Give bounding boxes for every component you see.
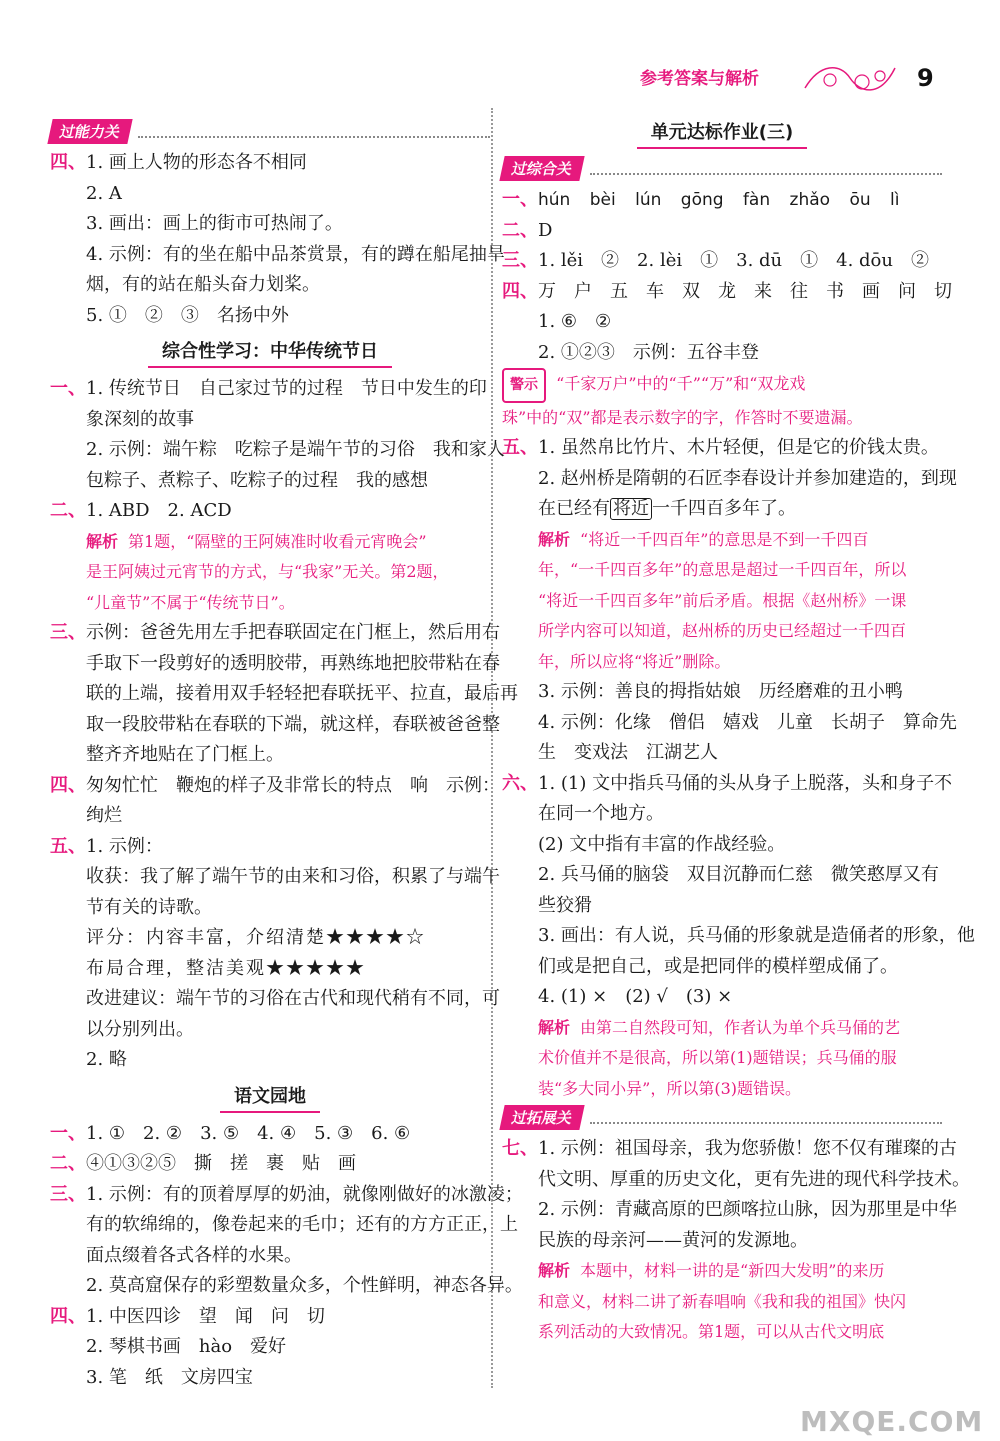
answer-line: 3. 画出：有人说，兵马俑的形象就是造俑者的形象，他 [538,925,975,946]
answer-line: 1. 中医四诊 望 闻 问 切 [86,1305,325,1327]
answer-line: 改进建议：端午节的习俗在古代和现代稍有不同，可 [86,988,500,1009]
section-tag-row [502,155,942,181]
answer-line: 2. ①②③ 示例：五谷丰登 [538,341,759,363]
item-number: 三、 [502,250,538,271]
answer-line: 1. 示例： [86,835,163,857]
warning-line: 警示 “千家万户”中的“千”“万”和“双龙戏 [502,368,942,403]
answer-line: 面点缀着各式各样的水果。 [86,1244,302,1266]
answer-line: 5. ① ② ③ 名扬中外 [86,304,289,326]
answer-line: 四、1. 画上人物的形态各不相同 [50,152,307,173]
answer-line: 些狡猾 [538,894,592,916]
analysis-line: 年，“一千四百多年”的意思是超过一千四百年，所以 [538,560,907,579]
answer-line: 包粽子、煮粽子、吃粽子的过程 我的感想 [86,469,428,491]
answer-line: 代文明、厚重的历史文化，更有先进的现代科学技术。 [538,1168,970,1190]
item-number: 三、 [50,1183,86,1205]
section-title: 语文园地 [50,1082,490,1113]
answer-line: 以分别列出。 [86,1018,194,1040]
answer-line: 2. 琴棋书画 hào 爱好 [86,1336,287,1357]
item-number: 一、 [50,378,86,399]
answer-line: 1. 示例：祖国母亲，我为您骄傲！您不仅有璀璨的古 [538,1138,957,1159]
analysis-line: 装“多大同小异”，所以第(3)题错误。 [538,1078,802,1098]
analysis-line: 和意义，材料二讲了新春唱响《我和我的祖国》快闪 [538,1291,907,1311]
item-number: 五、 [50,835,86,857]
item-number: 七、 [502,1138,538,1159]
answer-line: 们或是把自己，或是把同伴的模样塑成俑了。 [538,955,898,977]
section-tag-row [502,1104,942,1130]
section-tag: 过综合关 [499,156,584,181]
answer-line: 4. 示例：有的坐在船中品茶赏景，有的蹲在船尾抽旱 [86,243,505,265]
answer-line: 1. ABD 2. ACD [86,500,232,521]
answer-line: 象深刻的故事 [86,408,194,430]
item-number: 六、 [502,772,538,794]
analysis-line: 术价值并不是很高，所以第(1)题错误；兵马俑的服 [538,1048,897,1067]
watermark: MXQE.COM [800,1405,984,1438]
answer-line: 4. (1) × (2) √ (3) × [538,986,733,1007]
answer-line: 绚烂 [86,805,122,826]
answer-line: ④①③②⑤ 撕 搓 裹 贴 画 [86,1153,356,1174]
item-number: 二、 [50,1153,86,1174]
section-tag: 过拓展关 [499,1105,584,1130]
answer-line: 2. 赵州桥是隋朝的石匠李春设计并参加建造的，到现 [538,467,957,489]
circled-word: 将近 [610,498,652,520]
answer-line: 联的上端，接着用双手轻轻把春联抚平、拉直，最后再 [86,683,518,704]
answer-line: 3. 笔 纸 文房四宝 [86,1366,253,1388]
item-number: 四、 [502,280,538,302]
item-number: 一、 [502,189,538,210]
page-number: 9 [917,64,934,92]
answer-line: 1. ① 2. ② 3. ⑤ 4. ④ 5. ③ 6. ⑥ [86,1122,411,1144]
answer-line: 3. 画出：画上的街市可热闹了。 [86,213,343,234]
item-number: 四、 [50,1305,86,1327]
answer-line: 1. 传统节日 自己家过节的过程 节日中发生的印 [86,378,487,399]
answer-line: 4. 示例：化缘 僧侣 嬉戏 儿童 长胡子 算命先 [538,711,957,733]
analysis-line: 系列活动的大致情况。第1题，可以从古代文明底 [538,1322,885,1341]
answer-line: 2. 示例：青藏高原的巴颜喀拉山脉，因为那里是中华 [538,1199,957,1220]
answer-line: 1. ⑥ ② [538,311,612,332]
analysis-line: 解析 “将近一千四百年”的意思是不到一千四百 [538,529,869,549]
left-column [50,118,523,1393]
warning-badge: 警示 [502,368,546,403]
pinyin-answer: hún bèi lún gōng fàn zhǎo ōu lì [538,190,900,210]
answer-line: 2. 示例：端午粽 吃粽子是端午节的习俗 我和家人 [86,439,505,460]
analysis-line: “将近一千四百多年”前后矛盾。根据《赵州桥》一课 [538,590,907,610]
analysis-line: 年，所以应将“将近”删除。 [538,651,731,671]
analysis-line: 是王阿姨过元宵节的方式，与“我家”无关。第2题， [86,562,449,581]
answer-line: 3. 示例：善良的拇指姑娘 历经磨难的丑小鸭 [538,681,903,702]
section-title: 单元达标作业(三) [502,118,942,149]
answer-line: 民族的母亲河——黄河的发源地。 [538,1229,808,1251]
answer-line: 生 变戏法 江湖艺人 [538,742,718,763]
item-number: 四、 [50,774,86,796]
answer-line: 1. lěi ② 2. lèi ① 3. dū ① 4. dōu ② [538,250,929,271]
answer-line: 2. 莫高窟保存的彩塑数量众多，个性鲜明，神态各异。 [86,1275,523,1296]
answer-line: 在已经有 将近 一千四百多年了。 [538,498,796,519]
answer-line: 1. (1) 文中指兵马俑的头从身子上脱落，头和身子不 [538,772,953,794]
answer-line: 有的软绵绵的，像卷起来的毛巾；还有的方方正正，上 [86,1214,518,1235]
item-number: 二、 [50,500,86,521]
answer-line: 节有关的诗歌。 [86,896,212,918]
answer-line: 整齐齐地贴在了门框上。 [86,744,284,765]
answer-line: 示例：爸爸先用左手把春联固定在门框上，然后用右 [86,622,500,643]
answer-line: D [538,219,553,241]
answer-line: 2. 略 [86,1049,127,1070]
answer-line: (2) 文中指有丰富的作战经验。 [538,833,786,855]
section-title: 综合性学习：中华传统节日 [50,337,490,368]
rating-line: 评分：内容丰富，介绍清楚★★★★☆ [86,927,426,948]
right-column [502,118,975,1348]
answer-line: 2. A [86,182,122,204]
section-tag-row [50,118,490,144]
analysis-line: 解析 第1题，“隔壁的王阿姨准时收看元宵晚会” [86,531,427,551]
header-title: 参考答案与解析 [640,69,759,89]
item-number: 五、 [502,437,538,458]
warning-line: 珠”中的“双”都是表示数字的字，作答时不要遗漏。 [502,407,863,427]
analysis-line: 所学内容可以知道，赵州桥的历史已经超过一千四百 [538,621,907,640]
analysis-line: 解析 由第二自然段可知，作者认为单个兵马俑的艺 [538,1017,901,1037]
answer-line: 在同一个地方。 [538,803,664,824]
item-number: 一、 [50,1122,86,1144]
answer-line: 收获：我了解了端午节的由来和习俗，积累了与端午 [86,866,500,887]
item-number: 三、 [50,622,86,643]
item-number: 二、 [502,219,538,241]
analysis-line: 解析 本题中，材料一讲的是“新四大发明”的来历 [538,1261,885,1280]
answer-line: 1. 虽然帛比竹片、木片轻便，但是它的价钱太贵。 [538,437,939,458]
answer-line: 万 户 五 车 双 龙 来 往 书 画 问 切 [538,280,952,302]
answer-line: 烟，有的站在船头奋力划桨。 [86,274,320,295]
answer-line: 手取下一段剪好的透明胶带，再熟练地把胶带粘在春 [86,652,500,674]
answer-line: 1. 示例：有的顶着厚厚的奶油，就像刚做好的冰激凌； [86,1183,523,1205]
answer-line: 取一段胶带粘在春联的下端，就这样，春联被爸爸整 [86,713,500,735]
section-tag: 过能力关 [47,119,132,144]
decoration-flourish-icon [800,58,900,100]
rating-line: 布局合理，整洁美观★★★★★ [86,957,366,979]
answer-line: 匆匆忙忙 鞭炮的样子及非常长的特点 响 示例： [86,774,500,796]
answer-line: 2. 兵马俑的脑袋 双目沉静而仁慈 微笑憨厚又有 [538,864,939,885]
analysis-line: “儿童节”不属于“传统节日”。 [86,592,295,612]
